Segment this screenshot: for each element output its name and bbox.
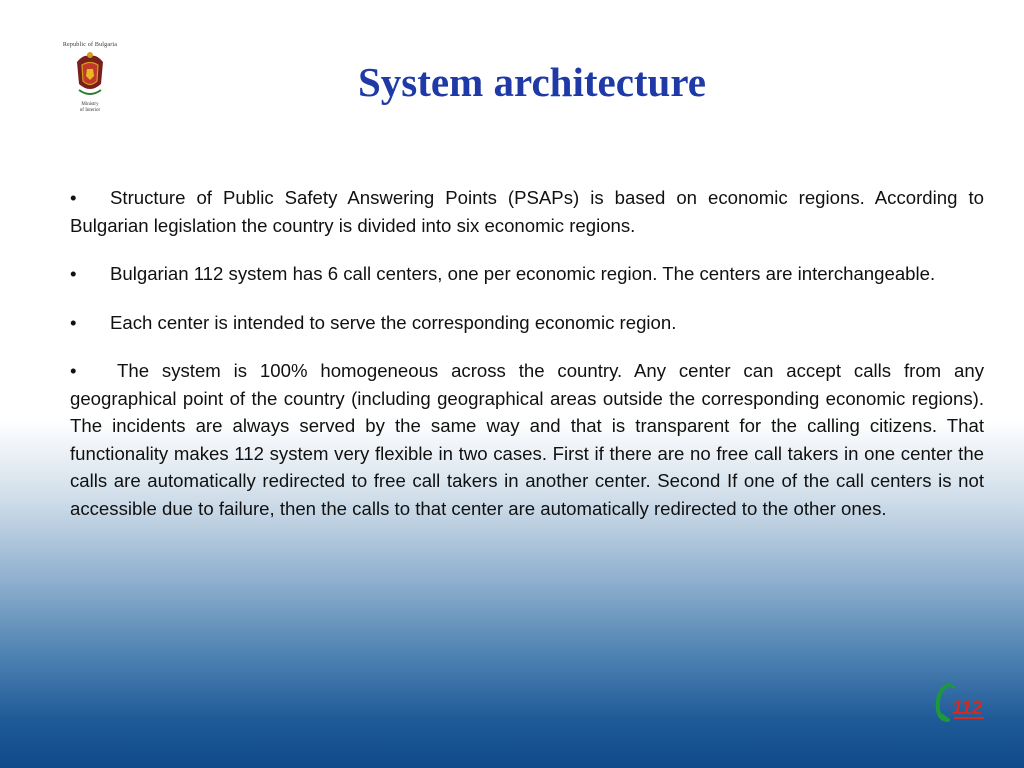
bullet-item bbox=[70, 309, 984, 337]
coat-of-arms-icon bbox=[73, 50, 107, 102]
bullet-item bbox=[70, 184, 984, 239]
logo-ministry-text bbox=[55, 102, 125, 114]
logo-ministry-line1: Ministry bbox=[81, 102, 99, 107]
bullet-text: Bulgarian 112 system has 6 call centers, one per economic region. The centers are interchangeable. bbox=[110, 263, 936, 284]
bullet-item bbox=[70, 260, 984, 288]
bullet-list bbox=[70, 184, 984, 543]
logo-ministry-line2: of Interior bbox=[79, 108, 101, 113]
bullet-item bbox=[70, 357, 984, 522]
bullet-text: Each center is intended to serve the corresponding economic region. bbox=[110, 311, 677, 333]
bullet-marker: • bbox=[70, 263, 77, 284]
logo-country-text: Republic of Bulgaria bbox=[62, 42, 118, 48]
bullet-text: Structure of Public Safety Answering Points (PSAPs) is based on economic regions. According to Bulgarian legislation the country is divided into six economic regions. bbox=[70, 187, 984, 236]
badge-112-text: 112 bbox=[952, 698, 983, 719]
slide-title: System architecture bbox=[357, 59, 707, 105]
bullet-marker: • bbox=[70, 311, 77, 333]
ministry-logo bbox=[55, 42, 125, 120]
phone-112-icon bbox=[932, 680, 992, 728]
bullet-text: The system is 100% homogeneous across the country. Any center can accept calls from any geographical point of the country (including geographical areas outside the corresponding economic regions). The incidents are always served by the same way and that is transparent for the calling citizens. That functionality makes 112 system very flexible in two cases. First if there are no free call takers in one center the calls are automatically redirected to free call takers in another center. Second If one of the call centers is not accessible due to failure, then the calls to that center are automatically redirected to the other ones. bbox=[70, 360, 984, 519]
bullet-marker: • bbox=[70, 187, 77, 208]
bullet-marker: • bbox=[70, 360, 77, 381]
